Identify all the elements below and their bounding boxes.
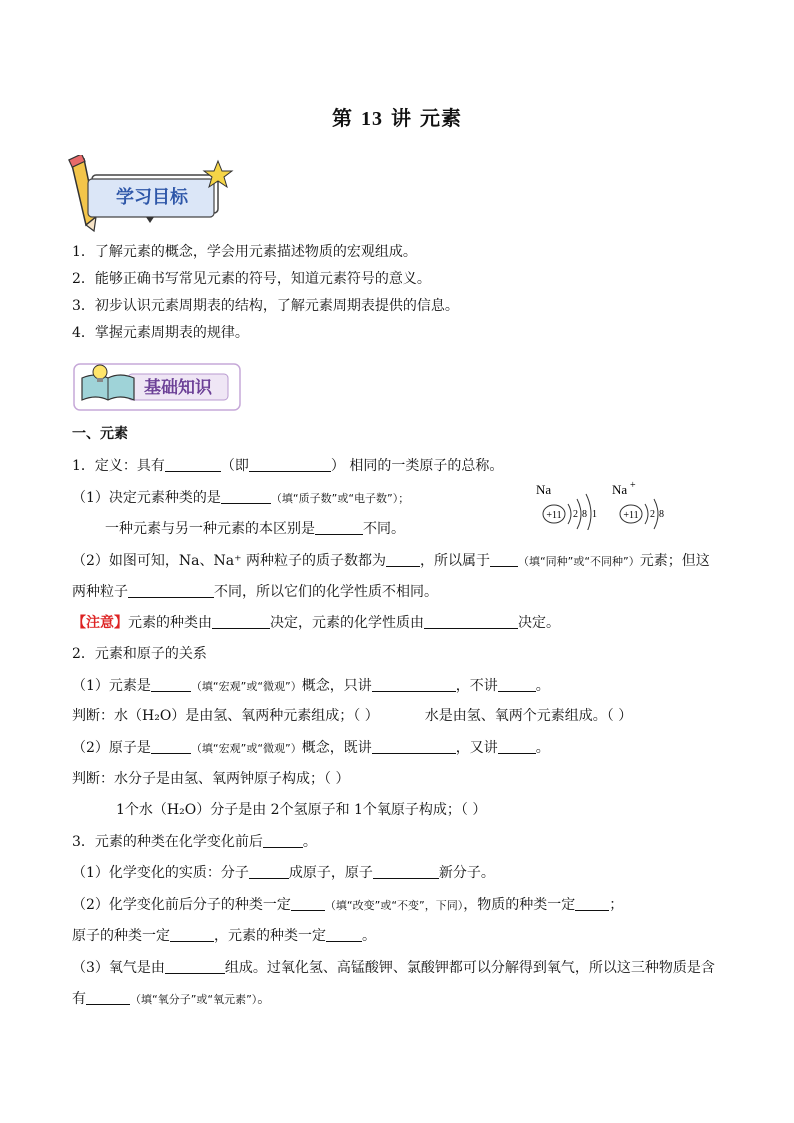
oxygen-line-2: 有 （填“氧分子”或“氧元素”）。	[72, 991, 272, 1007]
blank[interactable]	[386, 552, 420, 567]
blank[interactable]	[498, 739, 536, 754]
particle-difference-line: 两种粒子 不同，所以它们的化学性质不相同。	[72, 584, 438, 600]
blank[interactable]	[212, 614, 270, 629]
blank[interactable]	[249, 457, 331, 472]
blank[interactable]	[170, 927, 214, 942]
blank[interactable]	[498, 677, 536, 692]
svg-text:+: +	[630, 480, 636, 491]
title-prefix: 第	[332, 106, 354, 130]
banner-label-goals: 学习目标	[116, 187, 188, 208]
note-label: 【注意】	[72, 615, 128, 631]
element-concept-line: （1）元素是 （填“宏观”或“微观”）概念，只讲 ，不讲 。	[72, 678, 550, 694]
element-type-line: 3．元素的种类在化学变化前后 。	[72, 834, 317, 850]
section-heading-element: 一、元素	[72, 426, 128, 442]
na-ion-symbol: Na	[612, 482, 628, 497]
na-atom-diagram	[536, 482, 597, 530]
na-symbol: Na	[536, 482, 552, 497]
basic-knowledge-banner	[72, 360, 244, 416]
blank[interactable]	[372, 677, 456, 692]
blank[interactable]	[165, 457, 221, 472]
blank[interactable]	[372, 739, 456, 754]
goal-3: 3．初步认识元素周期表的结构，了解元素周期表提供的信息。	[72, 298, 459, 314]
atom-concept-line: （2）原子是 （填“宏观”或“微观”）概念，既讲 ，又讲 。	[72, 740, 550, 756]
atom-structure-diagram	[530, 480, 680, 530]
goal-1: 1．了解元素的概念，学会用元素描述物质的宏观组成。	[72, 244, 417, 260]
goal-4: 4．掌握元素周期表的规律。	[72, 325, 249, 341]
title-topic: 讲 元素	[390, 106, 462, 130]
proton-number-line: （2）如图可知，Na、Na⁺ 两种粒子的质子数都为 ，所以属于 （填“同种”或“不同种”）元素；但这	[72, 553, 710, 569]
essence-line: （1）化学变化的实质：分子 成原子，原子 新分子。	[72, 865, 495, 881]
blank[interactable]	[263, 833, 303, 848]
blank[interactable]	[373, 864, 439, 879]
difference-line: 一种元素与另一种元素的本区别是 不同。	[105, 521, 405, 537]
svg-text:8: 8	[659, 509, 664, 520]
judge-line-3: 1个水（H₂O）分子是由 2个氢原子和 1个氧原子构成；（ ）	[116, 802, 487, 818]
blank[interactable]	[221, 489, 271, 504]
blank[interactable]	[575, 896, 609, 911]
svg-text:2: 2	[650, 509, 655, 520]
page-title	[0, 102, 794, 131]
na-ion-nucleus: +11	[623, 510, 639, 521]
blank[interactable]	[86, 990, 130, 1005]
svg-text:8: 8	[582, 509, 587, 520]
change-line: （2）化学变化前后分子的种类一定 （填“改变”或“不变”，下同），物质的种类一定 ；	[72, 897, 624, 913]
learning-goals-banner	[66, 155, 236, 235]
na-nucleus: +11	[546, 510, 562, 521]
judge-line-1: 判断：水（H₂O）是由氢、氧两种元素组成；（ ） 水是由氢、氧两个元素组成。（ ）	[72, 708, 633, 724]
relation-heading: 2．元素和原子的关系	[72, 646, 207, 662]
svg-text:2: 2	[573, 509, 578, 520]
atom-type-line: 原子的种类一定 ，元素的种类一定 。	[72, 928, 376, 944]
blank[interactable]	[490, 552, 518, 567]
note-line: 【注意】元素的种类由 决定，元素的化学性质由 决定。	[72, 615, 560, 631]
svg-text:1: 1	[592, 509, 597, 520]
banner-label-basics: 基础知识	[144, 378, 212, 398]
blank[interactable]	[291, 896, 325, 911]
blank[interactable]	[249, 864, 289, 879]
judge-line-2: 判断：水分子是由氢、氧两钟原子构成；（ ）	[72, 771, 350, 787]
blank[interactable]	[315, 520, 363, 535]
heart-icon	[146, 217, 154, 223]
blank[interactable]	[151, 739, 191, 754]
definition-line: 1．定义：具有 （即 ） 相同的一类原子的总称。	[72, 458, 504, 474]
goal-2: 2．能够正确书写常见元素的符号，知道元素符号的意义。	[72, 271, 431, 287]
book-icon	[82, 375, 134, 400]
blank[interactable]	[165, 959, 225, 974]
blank[interactable]	[424, 614, 518, 629]
na-ion-diagram	[612, 480, 664, 529]
blank[interactable]	[326, 927, 362, 942]
lecture-number: 13	[361, 108, 384, 130]
blank[interactable]	[128, 583, 214, 598]
determine-element-line: （1）决定元素种类的是 （填“质子数”或“电子数”）；	[72, 490, 410, 506]
blank[interactable]	[151, 677, 191, 692]
oxygen-line: （3）氧气是由 组成。过氧化氢、高锰酸钾、氯酸钾都可以分解得到氧气，所以这三种物质是含	[72, 960, 715, 976]
